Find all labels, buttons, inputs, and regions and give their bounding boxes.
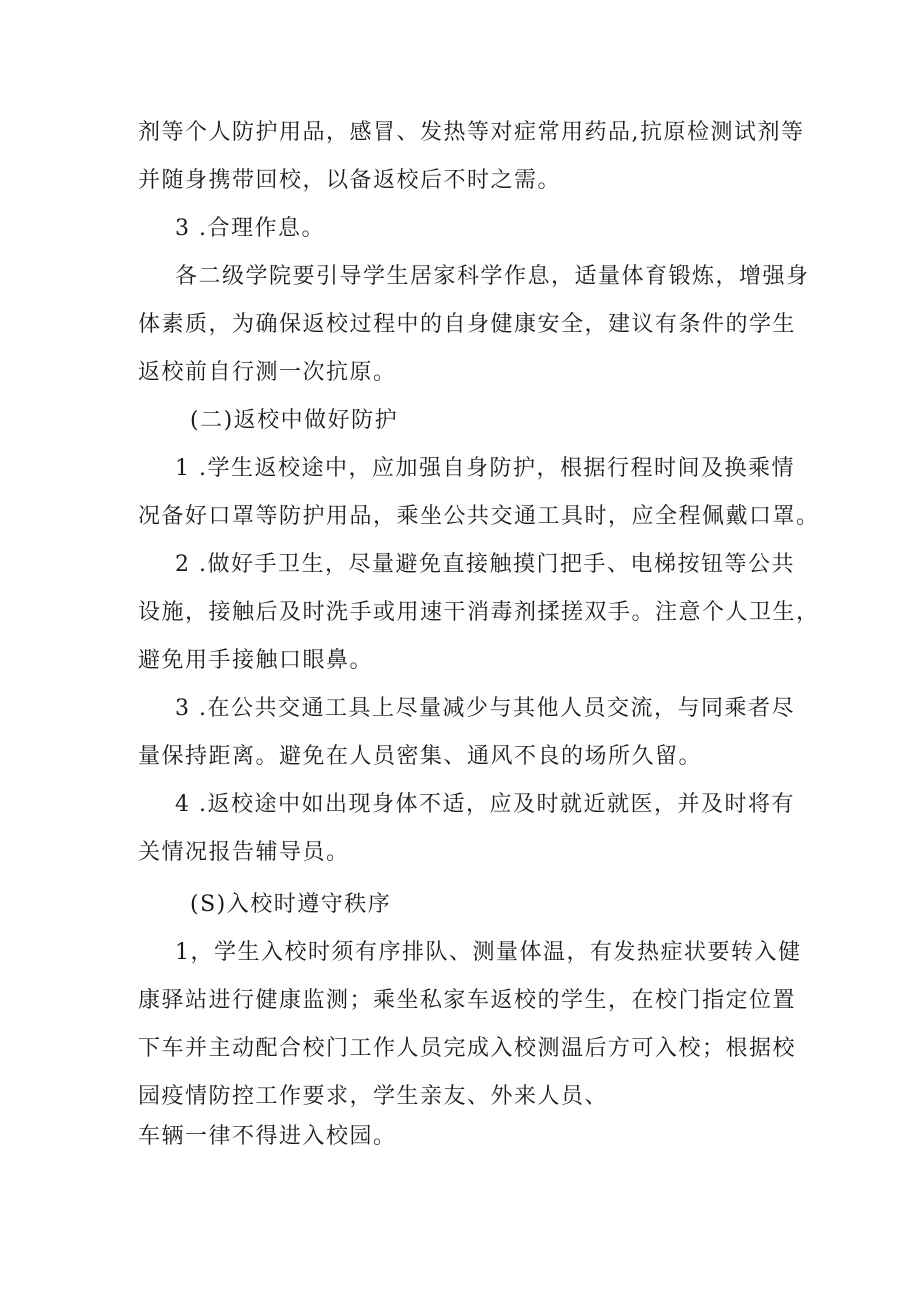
paragraph-first-line: 1，学生入校时须有序排队、测量体温，有发热症状要转入健 xyxy=(175,940,802,965)
body-text-line: 剂等个人防护用品，感冒、发热等对症常用药品,抗原检测试剂等 xyxy=(138,120,805,145)
paragraph-first-line: 3 .在公共交通工具上尽量减少与其他人员交流，与同乘者尽 xyxy=(175,696,795,721)
body-text-line: 园疫情防控工作要求，学生亲友、外来人员、 xyxy=(138,1084,609,1109)
body-text-line: 避免用手接触口眼鼻。 xyxy=(138,648,374,673)
body-text-line: 关情况报告辅导员。 xyxy=(138,840,350,865)
body-text-line: 车辆一律不得进入校园。 xyxy=(138,1124,397,1149)
paragraph-first-line: 4 .返校途中如出现身体不适，应及时就近就医，并及时将有 xyxy=(175,792,795,817)
section-heading: (S)入校时遵守秩序 xyxy=(190,892,392,917)
body-text-line: 设施，接触后及时洗手或用速干消毒剂揉搓双手。注意个人卫生， xyxy=(138,600,820,625)
body-text-line: 体素质，为确保返校过程中的自身健康安全，建议有条件的学生 xyxy=(138,312,797,337)
section-heading: (二)返校中做好防护 xyxy=(190,408,399,433)
body-text-line: 返校前自行测一次抗原。 xyxy=(138,360,397,385)
body-text-line: 量保持距离。避免在人员密集、通风不良的场所久留。 xyxy=(138,744,703,769)
paragraph-first-line: 2 .做好手卫生，尽量避免直接触摸门把手、电梯按钮等公共 xyxy=(175,552,795,577)
body-text-line: 康驿站进行健康监测；乘坐私家车返校的学生，在校门指定位置 xyxy=(138,988,797,1013)
body-text-line: 并随身携带回校，以备返校后不时之需。 xyxy=(138,168,562,193)
body-text-line: 况备好口罩等防护用品，乘坐公共交通工具时，应全程佩戴口罩。 xyxy=(138,504,820,529)
paragraph-first-line: 各二级学院要引导学生居家科学作息，适量体育锻炼，增强身 xyxy=(175,264,810,289)
section-item-heading: 3 .合理作息。 xyxy=(175,216,325,241)
paragraph-first-line: 1 .学生返校途中，应加强自身防护，根据行程时间及换乘情 xyxy=(175,456,795,481)
body-text-line: 下车并主动配合校门工作人员完成入校测温后方可入校；根据校 xyxy=(138,1036,797,1061)
